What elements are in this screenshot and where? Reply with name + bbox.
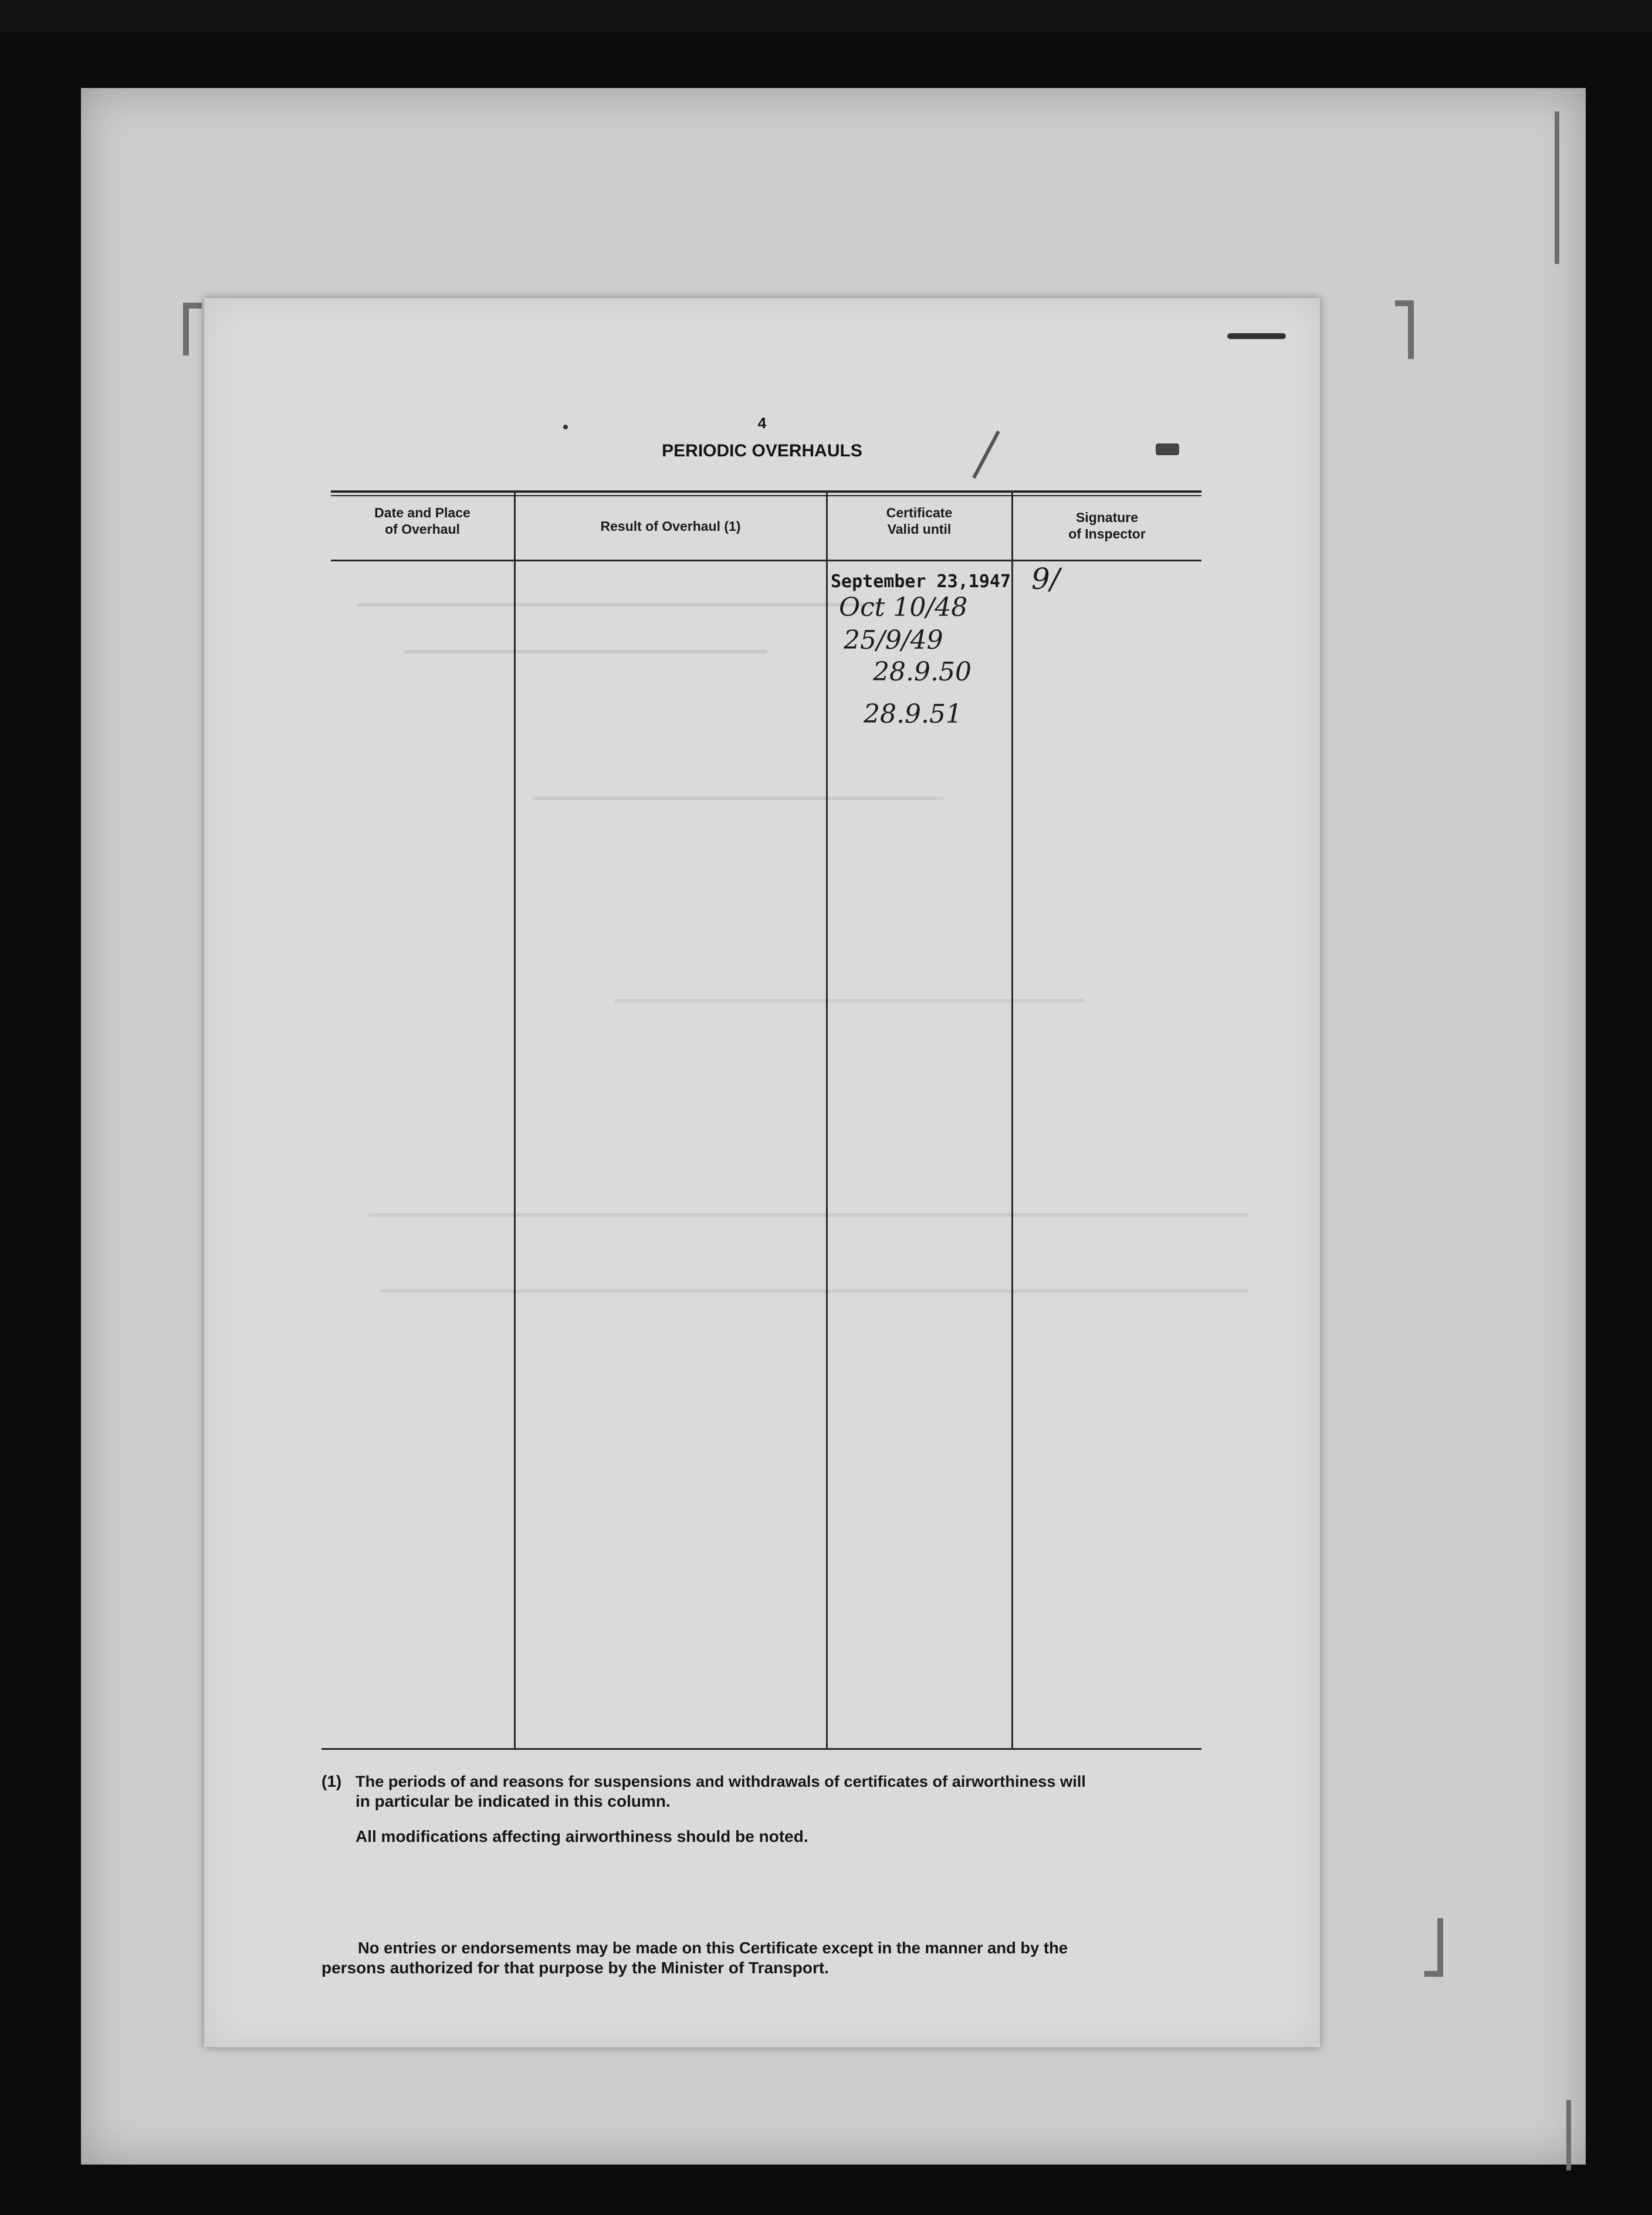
column-header-date-place: Date and Place of Overhaul: [374, 505, 470, 537]
column-divider: [826, 493, 828, 1749]
crop-mark-bottom-right: [1424, 1918, 1443, 1977]
certificate-page: [204, 298, 1320, 2047]
valid-until-handwritten: 28.9.50: [873, 657, 971, 687]
valid-until-typed: September 23,1947: [831, 571, 1011, 592]
column-header-certificate-valid: Certificate Valid until: [886, 505, 953, 537]
valid-until-handwritten: 25/9/49: [844, 625, 943, 655]
film-strip-top: [0, 0, 1652, 32]
crop-mark-top-left: [183, 303, 202, 355]
footnote-marker: (1): [321, 1772, 342, 1790]
footnote-line: All modifications affecting airworthiness should be noted.: [356, 1827, 808, 1845]
bleed-through-line: [368, 1213, 1248, 1217]
column-divider: [1011, 493, 1013, 1749]
valid-until-handwritten: Oct 10/48: [839, 592, 968, 622]
inspector-signature: 9/: [1031, 562, 1060, 596]
footnote-line: The periods of and reasons for suspensions and withdrawals of certificates of airworthiness will: [356, 1772, 1086, 1790]
bleed-through-line: [380, 1289, 1248, 1293]
column-header-signature: Signature of Inspector: [1068, 510, 1146, 541]
footnote-line: in particular be indicated in this column.: [356, 1792, 671, 1810]
table-header-rule: [331, 560, 1201, 561]
crop-mark-right-bottom: [1560, 2100, 1571, 2170]
bleed-through-line: [357, 603, 885, 607]
column-divider: [514, 493, 516, 1749]
table-bottom-rule: [321, 1748, 1201, 1750]
table-top-rule-double: [331, 495, 1201, 496]
page-number: 4: [757, 414, 767, 432]
crop-mark-right-top: [1548, 111, 1559, 264]
page-title: PERIODIC OVERHAULS: [662, 441, 862, 460]
valid-until-handwritten: 28.9.51: [864, 699, 962, 729]
bleed-through-line: [404, 650, 767, 653]
crop-mark-top-right: [1395, 300, 1414, 359]
table-top-rule: [331, 490, 1201, 493]
column-header-result: Result of Overhaul (1): [600, 519, 741, 534]
bleed-through-line: [615, 999, 1084, 1002]
ink-dash-mark: [1227, 333, 1286, 339]
notice-line: No entries or endorsements may be made on this Certificate except in the manner and by the: [358, 1939, 1068, 1957]
notice-line: persons authorized for that purpose by the Minister of Transport.: [321, 1959, 829, 1977]
bleed-through-line: [533, 797, 943, 800]
